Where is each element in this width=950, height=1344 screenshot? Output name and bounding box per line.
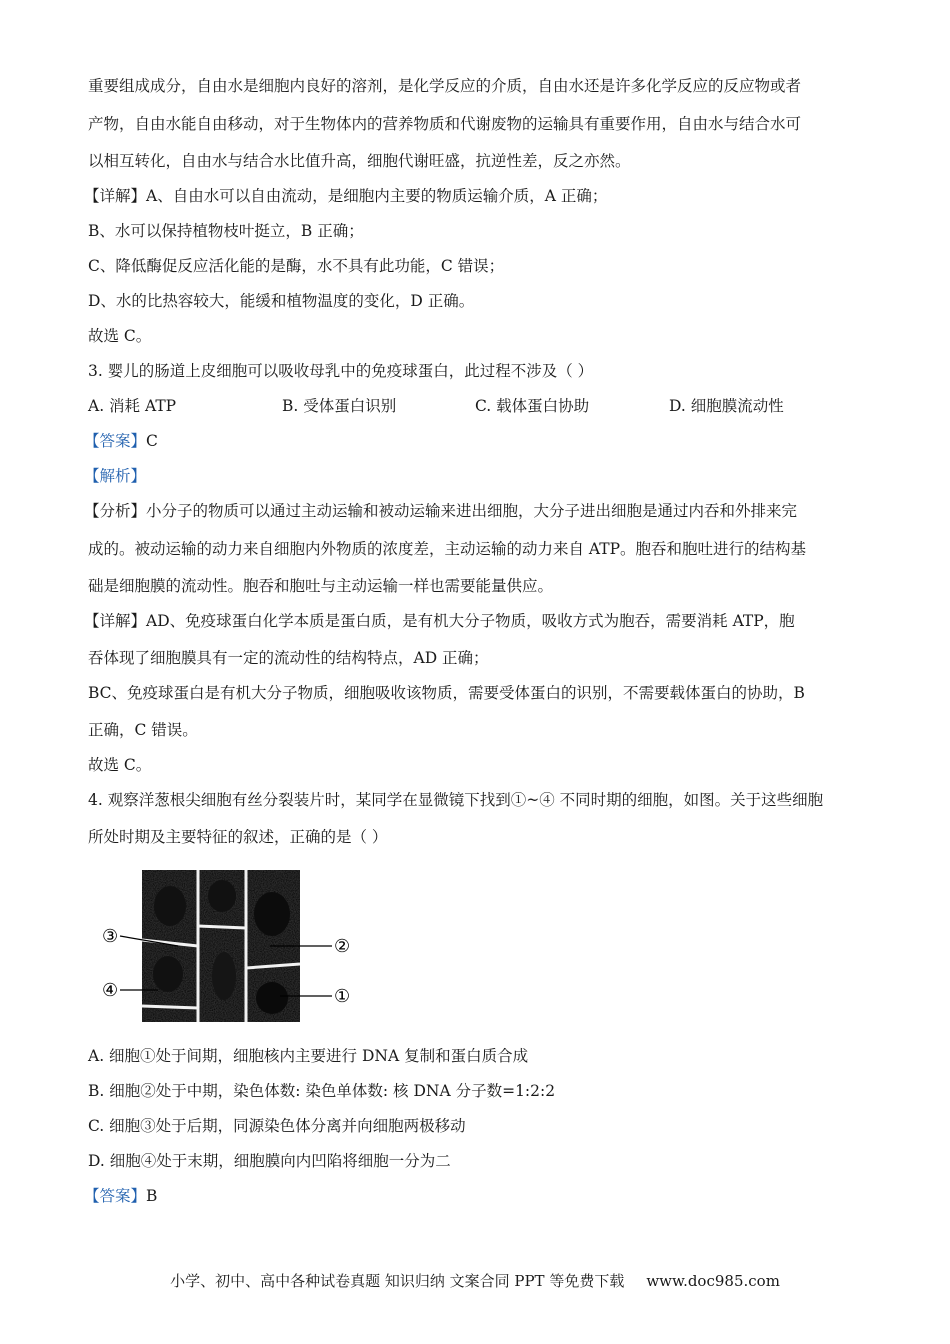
q3-detail-3: BC、免疫球蛋白是有机大分子物质，细胞吸收该物质，需要受体蛋白的识别，不需要载体蛋白的协助，B xyxy=(88,684,805,702)
q3-conclusion: 故选 C。 xyxy=(88,756,152,774)
fenxi-tag: 【分析】 xyxy=(84,502,147,520)
nucleus xyxy=(254,892,290,936)
q3-detail-2: 吞体现了细胞膜具有一定的流动性的结构特点，AD 正确； xyxy=(88,649,489,667)
footer-url[interactable]: www.doc985.com xyxy=(646,1272,780,1290)
q3-answer: 【答案】C xyxy=(84,432,158,450)
q2-detail-d: D、水的比热容较大，能缓和植物温度的变化，D 正确。 xyxy=(88,292,475,310)
page-footer xyxy=(0,1270,950,1291)
q4-answer: 【答案】B xyxy=(84,1187,158,1205)
q3-fenxi-1: 【分析】小分子的物质可以通过主动运输和被动运输来进出细胞，大分子进出细胞是通过内吞和外排来完 xyxy=(84,502,798,520)
q3-fenxi-3: 础是细胞膜的流动性。胞吞和胞吐与主动运输一样也需要能量供应。 xyxy=(88,577,554,595)
label-4: ④ xyxy=(102,980,119,1001)
label-3: ③ xyxy=(102,926,119,947)
footer-text: 小学、初中、高中各种试卷真题 知识归纳 文案合同 PPT 等免费下载 xyxy=(170,1272,625,1290)
q4-option-d: D. 细胞④处于末期，细胞膜向内凹陷将细胞一分为二 xyxy=(88,1152,451,1170)
q3-fenxi-2: 成的。被动运输的动力来自细胞内外物质的浓度差，主动运输的动力来自 ATP。胞吞和胞吐进行的结构基 xyxy=(88,540,807,558)
nucleus xyxy=(153,956,183,992)
q2-detail-c: C、降低酶促反应活化能的是酶，水不具有此功能，C 错误； xyxy=(88,257,505,275)
onion-root-tip-micrograph xyxy=(100,866,360,1026)
q3-detail-1: 【详解】AD、免疫球蛋白化学本质是蛋白质，是有机大分子物质，吸收方式为胞吞，需要消耗 ATP，胞 xyxy=(84,612,795,630)
detail-tag: 【详解】 xyxy=(84,187,147,205)
nucleus xyxy=(154,886,186,926)
q2-detail-a: 【详解】A、自由水可以自由流动，是细胞内主要的物质运输介质，A 正确； xyxy=(84,187,608,205)
q3-option-b: B. 受体蛋白识别 xyxy=(282,397,397,415)
text-line: 以相互转化，自由水与结合水比值升高，细胞代谢旺盛，抗逆性差，反之亦然。 xyxy=(88,152,631,170)
q4-option-c: C. 细胞③处于后期，同源染色体分离并向细胞两极移动 xyxy=(88,1117,466,1135)
text-line: 重要组成成分，自由水是细胞内良好的溶剂，是化学反应的介质，自由水还是许多化学反应的反应物或者 xyxy=(88,77,802,95)
nucleus xyxy=(256,982,288,1014)
q3-analysis-tag: 【解析】 xyxy=(84,467,147,485)
q2-conclusion: 故选 C。 xyxy=(88,327,152,345)
label-2: ② xyxy=(334,936,351,957)
q4-option-a: A. 细胞①处于间期，细胞核内主要进行 DNA 复制和蛋白质合成 xyxy=(88,1047,529,1065)
nucleus xyxy=(212,952,236,1000)
micrograph-figure xyxy=(100,866,360,1026)
q3-stem: 3. 婴儿的肠道上皮细胞可以吸收母乳中的免疫球蛋白，此过程不涉及（ ） xyxy=(88,362,594,380)
text-line: 产物，自由水能自由移动，对于生物体内的营养物质和代谢废物的运输具有重要作用，自由水与结合水可 xyxy=(88,115,802,133)
q4-option-b: B. 细胞②处于中期，染色体数: 染色单体数: 核 DNA 分子数=1:2:2 xyxy=(88,1082,556,1100)
q4-stem-1: 4. 观察洋葱根尖细胞有丝分裂装片时，某同学在显微镜下找到①~④ 不同时期的细胞，如图。关于这些细胞 xyxy=(88,791,824,809)
q3-option-a: A. 消耗 ATP xyxy=(88,397,177,415)
answer-tag: 【答案】 xyxy=(84,1187,147,1205)
q2-detail-b: B、水可以保持植物枝叶挺立，B 正确； xyxy=(88,222,364,240)
q3-detail-4: 正确，C 错误。 xyxy=(88,721,198,739)
answer-tag: 【答案】 xyxy=(84,432,147,450)
q4-stem-2: 所处时期及主要特征的叙述，正确的是（ ） xyxy=(88,828,388,846)
q3-option-d: D. 细胞膜流动性 xyxy=(669,397,784,415)
label-1: ① xyxy=(334,986,351,1007)
q3-option-c: C. 载体蛋白协助 xyxy=(475,397,590,415)
nucleus xyxy=(208,880,236,912)
detail-tag: 【详解】 xyxy=(84,612,147,630)
